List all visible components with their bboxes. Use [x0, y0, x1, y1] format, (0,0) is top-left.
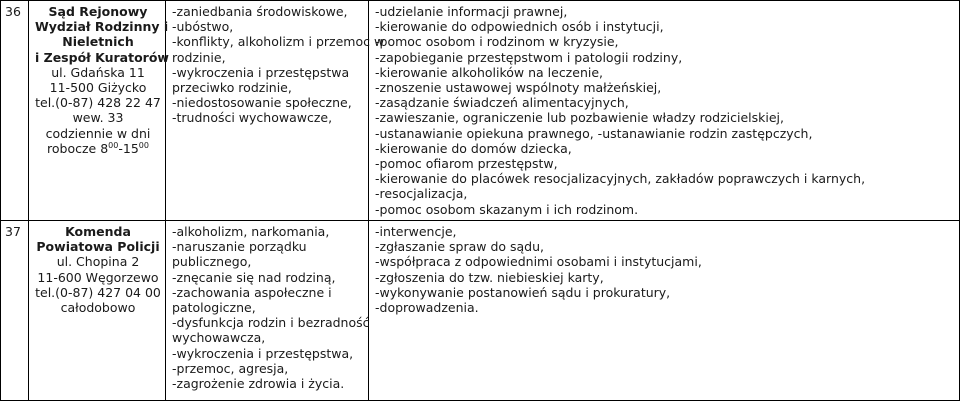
- problem-line: -wykroczenia i przestępstwa: [172, 64, 350, 80]
- actions-cell: [369, 221, 960, 401]
- hours-from-sup: 00: [108, 140, 119, 150]
- hours-separator: -15: [118, 140, 139, 156]
- institution-hours-line: codziennie w dni: [45, 125, 151, 141]
- institution-name-line: i Zespół Kuratorów: [35, 49, 169, 65]
- action-line: -interwencje,: [375, 224, 457, 239]
- problem-line: -dysfunkcja rodzin i bezradność: [172, 315, 370, 331]
- institution-address-line: 11-600 Węgorzewo: [37, 269, 159, 285]
- problem-line: wychowawcza,: [172, 330, 266, 346]
- problems-cell: [166, 221, 369, 401]
- action-line: -kierowanie do odpowiednich osób i instytucji,: [375, 19, 664, 35]
- action-line: -wykonywanie postanowień sądu i prokuratury,: [375, 284, 671, 300]
- problem-line: -wykroczenia i przestępstwa,: [172, 345, 354, 361]
- institution-phone: tel.(0-87) 428 22 47: [35, 95, 161, 111]
- problem-line: patologiczne,: [172, 300, 256, 316]
- action-line: -pomoc osobom i rodzinom w kryzysie,: [375, 34, 619, 50]
- institution-name-line: Sąd Rejonowy: [48, 4, 148, 19]
- problem-line: -znęcanie się nad rodziną,: [172, 269, 336, 285]
- problem-line: rodzinie,: [172, 49, 226, 65]
- institution-extension: wew. 33: [72, 110, 124, 126]
- actions-cell: [369, 1, 960, 221]
- action-line: -współpraca z odpowiednimi osobami i instytucjami,: [375, 254, 702, 270]
- action-line: -udzielanie informacji prawnej,: [375, 4, 568, 19]
- row-number: [1, 221, 29, 401]
- problem-line: -alkoholizm, narkomania,: [172, 224, 330, 239]
- institution-cell: [29, 1, 169, 221]
- institution-cell: [29, 221, 166, 401]
- action-line: -zawieszanie, ograniczenie lub pozbawienie władzy rodzicielskiej,: [375, 110, 784, 126]
- hours-to-sup: 00: [138, 140, 149, 150]
- action-line: -zapobieganie przestępstwom i patologii rodziny,: [375, 49, 683, 65]
- action-line: -zgłoszenia do tzw. niebieskiej karty,: [375, 269, 604, 285]
- table-row: [1, 221, 960, 401]
- institution-hours: [35, 141, 161, 156]
- problem-line: -ubóstwo,: [172, 19, 234, 35]
- problem-line: -trudności wychowawcze,: [172, 110, 333, 126]
- problem-line: -naruszanie porządku: [172, 239, 307, 255]
- problem-line: -przemoc, agresja,: [172, 360, 289, 376]
- row-number-text: 36: [5, 4, 21, 19]
- action-line: -kierowanie do domów dziecka,: [375, 140, 572, 156]
- institution-hours: całodobowo: [60, 300, 136, 316]
- action-line: -zasądzanie świadczeń alimentacyjnych,: [375, 95, 629, 111]
- action-line: -pomoc osobom skazanym i ich rodzinom.: [375, 201, 639, 217]
- row-number: [1, 1, 29, 221]
- institution-name-line: Wydział Rodzinny i: [35, 19, 169, 35]
- problem-line: publicznego,: [172, 254, 252, 270]
- problem-line: -zaniedbania środowiskowe,: [172, 4, 348, 19]
- action-line: -doprowadzenia.: [375, 300, 479, 316]
- action-line: -resocjalizacja,: [375, 186, 468, 202]
- institution-address-line: 11-500 Giżycko: [49, 80, 147, 96]
- row-number-text: 37: [5, 224, 21, 239]
- problems-cell: [166, 1, 385, 221]
- problem-line: -zagrożenie zdrowia i życia.: [172, 376, 345, 392]
- table-row: [1, 1, 960, 221]
- problem-line: -konflikty, alkoholizm i przemoc w: [172, 34, 385, 50]
- institution-name-line: Nieletnich: [62, 34, 134, 50]
- action-line: -ustanawianie opiekuna prawnego, -ustanawianie rodzin zastępczych,: [375, 125, 813, 141]
- institution-name-line: Komenda: [65, 224, 131, 239]
- action-line: -kierowanie do placówek resocjalizacyjnych, zakładów poprawczych i karnych,: [375, 171, 866, 187]
- institution-phone: tel.(0-87) 427 04 00: [35, 284, 161, 300]
- action-line: -kierowanie alkoholików na leczenie,: [375, 64, 603, 80]
- action-line: -pomoc ofiarom przestępstw,: [375, 156, 558, 172]
- institution-address-line: ul. Gdańska 11: [51, 64, 145, 80]
- institution-name-line: Powiatowa Policji: [36, 239, 160, 255]
- problem-line: -zachowania aspołeczne i: [172, 284, 332, 300]
- problem-line: przeciwko rodzinie,: [172, 80, 292, 96]
- institution-address-line: ul. Chopina 2: [56, 254, 140, 270]
- action-line: -znoszenie ustawowej wspólnoty małżeńskiej,: [375, 80, 662, 96]
- action-line: -zgłaszanie spraw do sądu,: [375, 239, 545, 255]
- problem-line: -niedostosowanie społeczne,: [172, 95, 352, 111]
- hours-prefix: robocze 8: [47, 140, 109, 156]
